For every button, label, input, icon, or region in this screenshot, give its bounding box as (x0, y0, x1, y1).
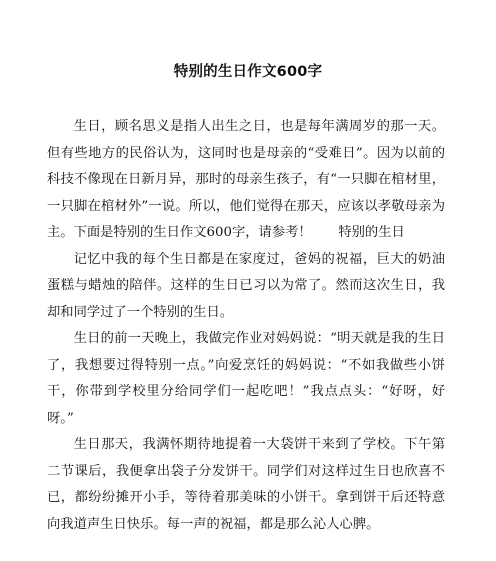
paragraph-2: 记忆中我的每个生日都是在家度过，爸妈的祝福，巨大的奶油蛋糕与蜡烛的陪伴。这样的生日已习以为常了。然而这次生日，我却和同学过了一个特别的生日。 (47, 251, 445, 320)
document-title: 特别的生日作文600字 (173, 64, 323, 80)
paragraph-1: 生日，顾名思义是指人出生之日，也是每年满周岁的那一天。但有些地方的民俗认为，这同时也是母亲的“受难日”。因为以前的科技不像现在日新月异，那时的母亲生孩子，有“一只脚在棺材里，一只脚在棺材外”一说。所以，他们觉得在那天，应该以孝敬母亲为主。下面是特别的生日作文600字，请参考！ 特别的生日 (47, 119, 446, 240)
paragraph-3: 生日的前一天晚上，我做完作业对妈妈说：“明天就是我的生日了，我想要过得特别一点。”向爱烹饪的妈妈说：“不如我做些小饼干，你带到学校里分给同学们一起吃吧！”我点点头：“好呀，好呀。” (47, 331, 445, 426)
paragraph-4: 生日那天，我满怀期待地提着一大袋饼干来到了学校。下午第二节课后，我便拿出袋子分发饼干。同学们对这样过生日也欣喜不已，都纷纷摊开小手，等待着那美味的小饼干。拿到饼干后还特意向我道声生日快乐。每一声的祝福，都是那么沁人心脾。 (47, 437, 445, 532)
document-body (47, 114, 445, 538)
